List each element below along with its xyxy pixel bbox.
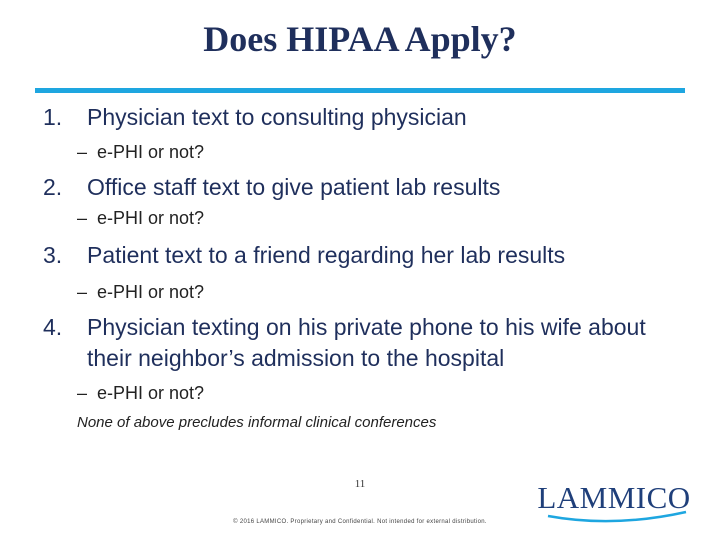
- footnote: None of above precludes informal clinical conferences: [77, 414, 437, 431]
- sub-item: [77, 382, 204, 404]
- item-number: 2.: [43, 174, 63, 200]
- sub-item-text: e-PHI or not?: [97, 208, 205, 228]
- sub-item-dash: –: [77, 208, 88, 228]
- logo-wordmark: LAMMICO: [537, 480, 691, 515]
- sub-item-text: e-PHI or not?: [97, 282, 205, 302]
- lammico-logo: [536, 478, 692, 528]
- item-text: Patient text to a friend regarding her lab results: [87, 242, 566, 268]
- item-text: Office staff text to give patient lab results: [87, 174, 501, 200]
- sub-item: [77, 207, 204, 229]
- item-text: Physician texting on his private phone to his wife about their neighbor’s admission to the hospital: [87, 314, 646, 371]
- sub-item: [77, 141, 204, 163]
- sub-item-dash: –: [77, 282, 88, 302]
- sub-item-text: e-PHI or not?: [97, 142, 205, 162]
- sub-item: [77, 281, 204, 303]
- page-number: 11: [354, 478, 366, 490]
- sub-item-text: e-PHI or not?: [97, 383, 205, 403]
- list-item: [40, 240, 680, 271]
- sub-item-dash: –: [77, 383, 88, 403]
- sub-item-dash: –: [77, 142, 88, 162]
- item-number: 3.: [43, 242, 63, 268]
- list-item: [40, 312, 680, 374]
- list-item: [40, 102, 680, 133]
- title-divider: [35, 88, 685, 93]
- item-number: 4.: [43, 314, 63, 340]
- slide-title: Does HIPAA Apply?: [203, 19, 517, 59]
- copyright-footer: © 2016 LAMMICO. Proprietary and Confidential. Not intended for external distribution.: [233, 519, 487, 525]
- list-item: [40, 172, 680, 203]
- item-text: Physician text to consulting physician: [87, 104, 467, 130]
- item-number: 1.: [43, 104, 63, 130]
